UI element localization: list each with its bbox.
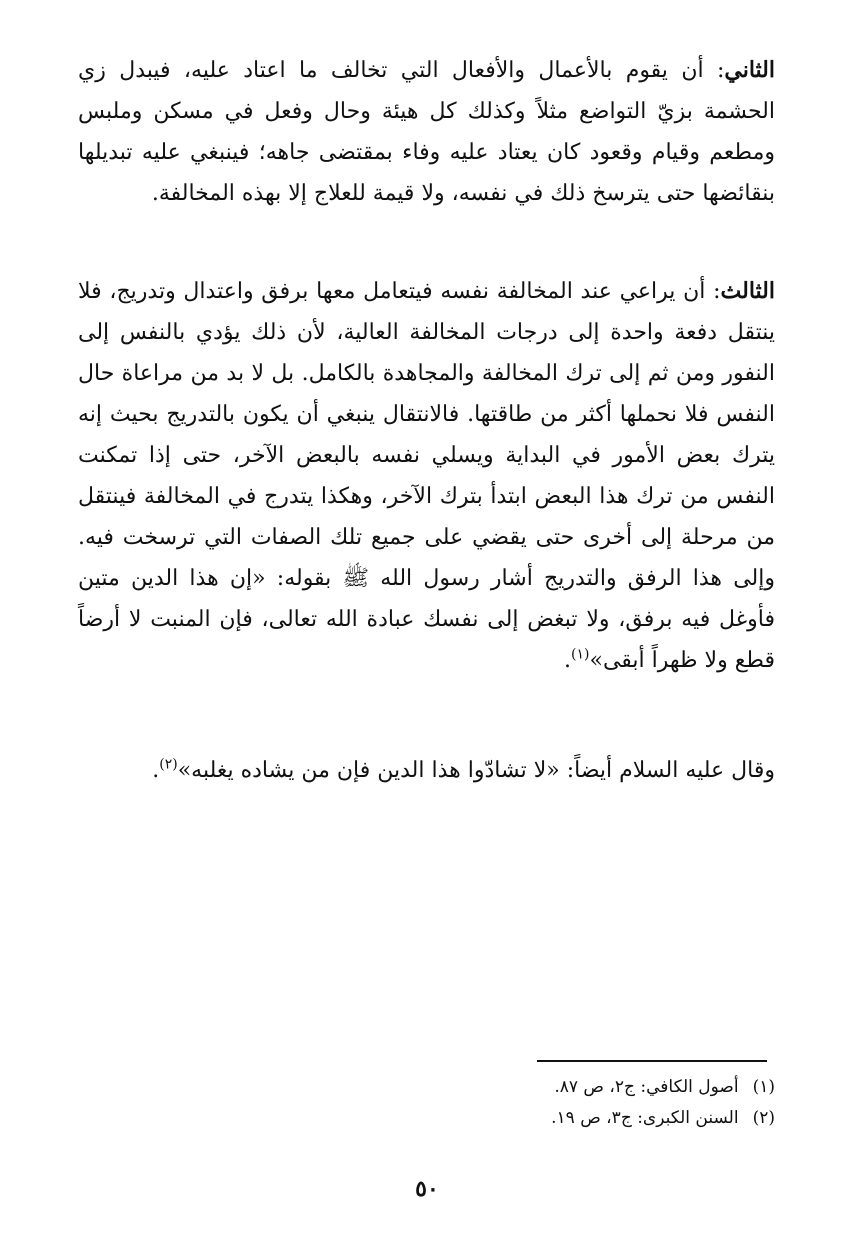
paragraph-label: الثاني [724,57,775,83]
paragraph-second [78,50,775,214]
footnote-text: السنن الكبرى: ج٣، ص ١٩. [551,1108,739,1128]
footnote-number: (١) [752,1077,775,1097]
paragraph-text: : أن يقوم بالأعمال والأفعال التي تخالف ما اعتاد عليه، فيبدل زي الحشمة بزيّ التواضع مثلاً وكذلك كل هيئة وحال وفعل في مسكن وملبس ومطعم وقيام وقعود كان يعتاد عليه وفاء بمقتضى جاهه؛ فينبغي عليه تبديلها بنقائضها حتى يترسخ ذلك في نفسه، ولا قيمة للعلاج إلا بهذه المخالفة. [78,58,775,206]
paragraph-hadith [78,750,775,791]
sentence-end: . [564,648,572,673]
footnote-ref-1[interactable]: (١) [571,646,590,663]
paragraph-label: الثالث [720,278,775,304]
footnote-text: أصول الكافي: ج٢، ص ٨٧. [554,1077,739,1097]
page-number: ٥٠ [415,1176,439,1202]
paragraph-third [78,271,775,681]
footnote-item [380,1072,775,1103]
paragraph-text: : أن يراعي عند المخالفة نفسه فيتعامل معها برفق واعتدال وتدريج، فلا ينتقل دفعة واحدة إلى درجات المخالفة العالية، لأن ذلك يؤدي بالنفس إلى النفور ومن ثم إلى ترك المخالفة والمجاهدة بالكامل. بل لا بد من مراعاة حال النفس فلا نحملها أكثر من طاقتها. فالانتقال ينبغي أن يكون بالتدريج بحيث إنه يترك بعض الأمور في البداية ويسلي نفسه بالبعض الآخر، حتى إذا تمكنت النفس من ترك هذا البعض ابتدأ بترك الآخر، وهكذا يتدرج في المخالفة فينتقل من مرحلة إلى أخرى حتى يقضي على جميع تلك الصفات التي ترسخت فيه. وإلى هذا الرفق والتدريج أشار رسول الله ﷺ بقوله: «إن هذا الدين متين فأوغل فيه برفق، ولا تبغض إلى نفسك عبادة الله تعالى، فإن المنبت لا أرضاً قطع ولا ظهراً أبقى» [78,279,775,673]
footnote-ref-2[interactable]: (٢) [159,756,178,773]
footnote-item [380,1103,775,1134]
footnote-number: (٢) [752,1108,775,1128]
footnotes [380,1072,775,1134]
paragraph-text: وقال عليه السلام أيضاً: «لا تشادّوا هذا الدين فإن من يشاده يغلبه» [177,758,775,783]
footnote-divider [537,1060,767,1062]
sentence-end: . [152,758,160,783]
